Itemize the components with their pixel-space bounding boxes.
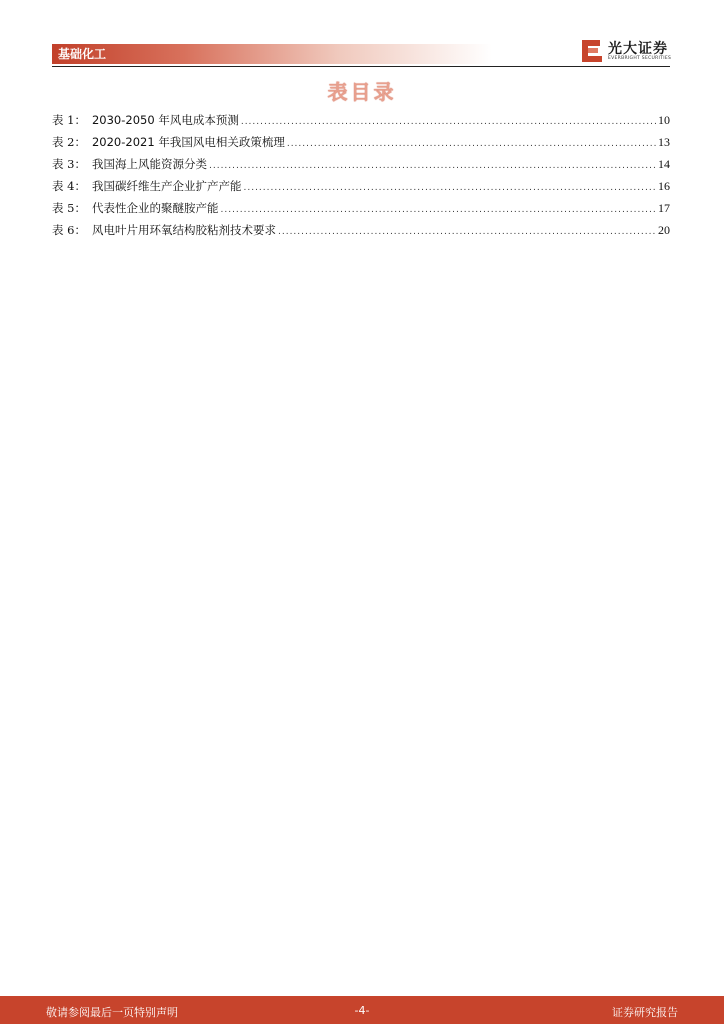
- toc-entry-page: 14: [658, 157, 670, 171]
- toc-entry-label: 表 3：: [52, 157, 86, 171]
- toc-entry-page: 13: [658, 135, 670, 149]
- toc-leader-dots: [243, 183, 656, 193]
- company-logo: [580, 38, 672, 64]
- toc-leader-dots: [220, 205, 656, 215]
- toc-leader-dots: [278, 227, 656, 237]
- logo-text-cn: 光大证券: [608, 41, 668, 57]
- toc-entry-label: 表 1：: [52, 113, 86, 127]
- toc-entry-text: 我国碳纤维生产企业扩产产能: [91, 179, 242, 193]
- toc-entry-page: 10: [658, 113, 670, 127]
- toc-entry[interactable]: [52, 200, 670, 222]
- toc-leader-dots: [209, 161, 656, 171]
- toc-entry-text: 2020-2021 年我国风电相关政策梳理: [91, 135, 285, 149]
- toc-entry-label: 表 5：: [52, 201, 86, 215]
- toc-entry-text: 风电叶片用环氧结构胶粘剂技术要求: [91, 223, 276, 237]
- toc-entry-label: 表 6：: [52, 223, 86, 237]
- section-tag: 基础化工: [58, 47, 107, 61]
- toc-entry-text: 我国海上风能资源分类: [91, 157, 207, 171]
- toc-entry[interactable]: [52, 156, 670, 178]
- header-band: [52, 44, 492, 64]
- footer-report-type: 证券研究报告: [612, 1006, 678, 1019]
- everbright-logo-icon: [580, 38, 604, 64]
- table-of-contents: [52, 112, 670, 244]
- toc-leader-dots: [287, 139, 656, 149]
- footer-disclaimer: 敬请参阅最后一页特别声明: [46, 1006, 178, 1019]
- page-number: -4-: [354, 1004, 370, 1017]
- toc-entry[interactable]: [52, 134, 670, 156]
- toc-entry-text: 代表性企业的聚醚胺产能: [91, 201, 219, 215]
- toc-entry-page: 20: [658, 223, 670, 237]
- toc-entry-page: 17: [658, 201, 670, 215]
- toc-entry-label: 表 4：: [52, 179, 86, 193]
- toc-title: 表目录: [327, 80, 397, 104]
- toc-entry[interactable]: [52, 222, 670, 244]
- toc-entry-label: 表 2：: [52, 135, 86, 149]
- toc-entry[interactable]: [52, 178, 670, 200]
- toc-leader-dots: [241, 117, 656, 127]
- toc-entry[interactable]: [52, 112, 670, 134]
- toc-entry-page: 16: [658, 179, 670, 193]
- logo-text-en: EVERBRIGHT SECURITIES: [608, 56, 672, 61]
- toc-entry-text: 2030-2050 年风电成本预测: [91, 113, 239, 127]
- page-footer: [0, 996, 724, 1024]
- header-divider: [52, 66, 670, 67]
